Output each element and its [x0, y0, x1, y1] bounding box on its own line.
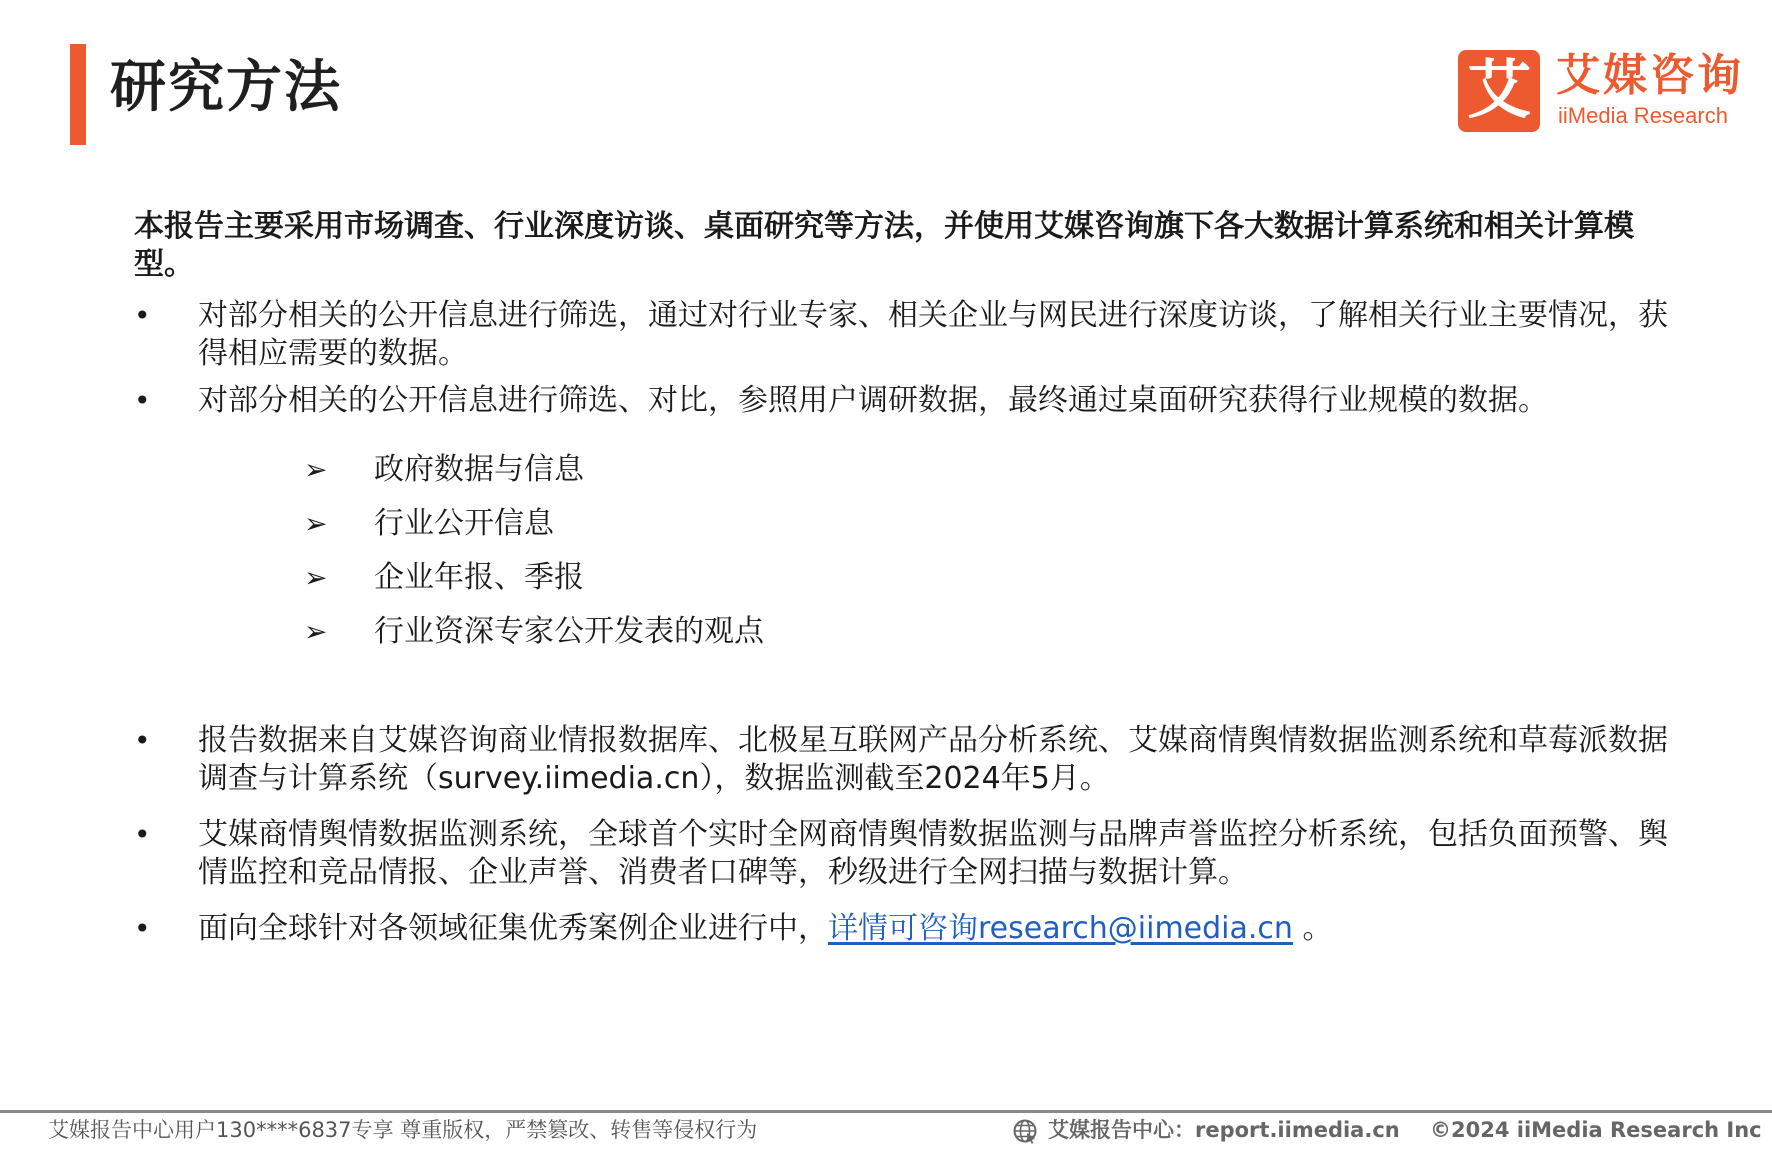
- bullet-text: 艾媒商情舆情数据监测系统，全球首个实时全网商情舆情数据监测与品牌声誉监控分析系统，包括负面预警、舆情监控和竞品情报、企业声誉、消费者口碑等，秒级进行全网扫描与数据计算。: [198, 817, 1668, 890]
- globe-icon: [1012, 1118, 1038, 1144]
- bullet-dot-icon: •: [134, 724, 151, 757]
- cases-call-suffix: 。: [1292, 911, 1333, 946]
- cases-call-text: 面向全球针对各领域征集优秀案例企业进行中，: [198, 911, 828, 946]
- title-accent-bar: [70, 44, 86, 145]
- brand-logo: [1458, 48, 1748, 132]
- sub-list-item: [304, 450, 1104, 490]
- arrow-bullet-icon: ➢: [304, 507, 328, 540]
- logo-name-cn: 艾媒咨询: [1556, 50, 1744, 101]
- footer-site-link[interactable]: 艾媒报告中心：report.iimedia.cn: [1048, 1118, 1400, 1142]
- arrow-bullet-icon: ➢: [304, 615, 328, 648]
- arrow-bullet-icon: ➢: [304, 561, 328, 594]
- sub-list-item: [304, 504, 1104, 544]
- contact-email-link[interactable]: 详情可咨询research@iimedia.cn: [828, 911, 1293, 946]
- sub-list-text: 行业公开信息: [374, 506, 554, 541]
- sub-list-item: [304, 558, 1104, 598]
- sub-list-text: 企业年报、季报: [374, 560, 584, 595]
- arrow-bullet-icon: ➢: [304, 453, 328, 486]
- bullet-dot-icon: •: [134, 299, 151, 332]
- sub-list-item: [304, 612, 1104, 652]
- logo-name-en: iiMedia Research: [1558, 103, 1728, 128]
- bullet-dot-icon: •: [134, 818, 151, 851]
- footer-copyright: ©2024 iiMedia Research Inc: [1430, 1118, 1762, 1142]
- bullet-text: 对部分相关的公开信息进行筛选、对比，参照用户调研数据，最终通过桌面研究获得行业规模的数据。: [198, 383, 1548, 418]
- footer-divider: [0, 1110, 1772, 1113]
- sub-list-text: 政府数据与信息: [374, 452, 584, 487]
- sub-list-text: 行业资深专家公开发表的观点: [374, 614, 764, 649]
- bullet-text: 对部分相关的公开信息进行筛选，通过对行业专家、相关企业与网民进行深度访谈，了解相关行业主要情况，获得相应需要的数据。: [198, 298, 1668, 371]
- intro-paragraph: 本报告主要采用市场调查、行业深度访谈、桌面研究等方法，并使用艾媒咨询旗下各大数据计算系统和相关计算模型。: [134, 209, 1634, 282]
- bullet-dot-icon: •: [134, 912, 151, 945]
- page-title: 研究方法: [110, 55, 342, 120]
- bullet-dot-icon: •: [134, 384, 151, 417]
- logo-mark-icon: 艾: [1458, 50, 1540, 132]
- bullet-text: [198, 910, 1688, 948]
- bullet-text: 报告数据来自艾媒咨询商业情报数据库、北极星互联网产品分析系统、艾媒商情舆情数据监测系统和草莓派数据调查与计算系统（survey.iimedia.cn），数据监测截至2024年5月。: [198, 723, 1668, 796]
- footer-copyright-notice: 艾媒报告中心用户130****6837专享 尊重版权，严禁篡改、转售等侵权行为: [48, 1118, 758, 1142]
